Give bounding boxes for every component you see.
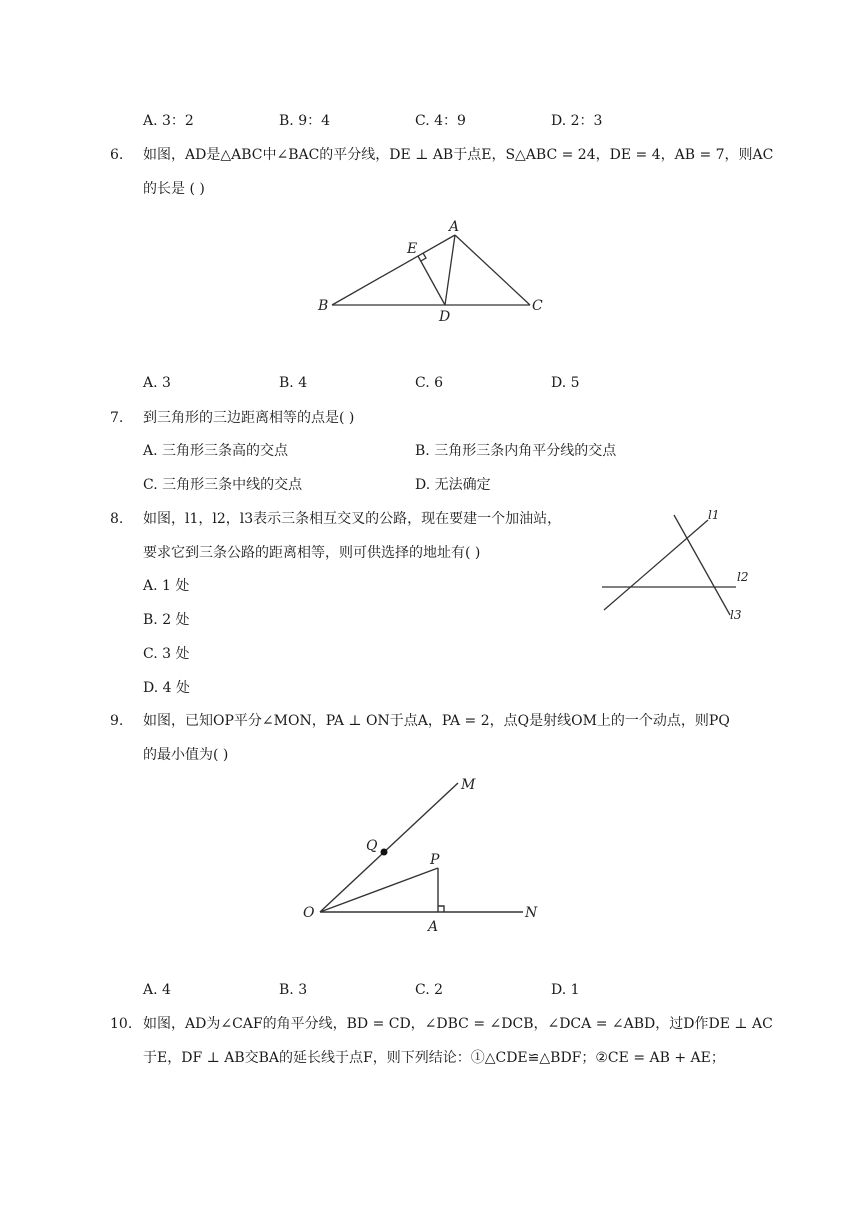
q6-triangle-figure — [310, 210, 550, 330]
q9-label-q: Q — [366, 838, 378, 854]
q7-option-d: D. 无法确定 — [415, 477, 491, 493]
q10-stem-line1: 如图，AD为∠CAF的角平分线，BD = CD，∠DBC = ∠DCB，∠DCA = ∠ABD，过D作DE ⊥ AC — [143, 1016, 773, 1032]
q8-option-b: B. 2 处 — [143, 612, 190, 628]
q9-option-d: D. 1 — [551, 982, 580, 998]
q5-option-d: D. 2：3 — [551, 113, 603, 129]
q7-option-c: C. 三角形三条中线的交点 — [143, 477, 303, 493]
q9-point-q — [381, 849, 388, 856]
q8-number: 8. — [110, 511, 124, 527]
q7-stem: 到三角形的三边距离相等的点是( ) — [143, 410, 355, 426]
q6-label-e: E — [407, 241, 418, 257]
q9-label-n: N — [525, 905, 538, 921]
q8-stem-line1: 如图，l1，l2，l3表示三条相互交叉的公路，现在要建一个加油站， — [143, 511, 562, 527]
q6-label-c: C — [532, 298, 543, 314]
q9-number: 9. — [110, 713, 124, 729]
q8-option-d: D. 4 处 — [143, 680, 190, 696]
q9-angle-figure — [295, 770, 555, 940]
q6-number: 6. — [110, 147, 124, 163]
q6-label-a: A — [449, 219, 460, 235]
q8-stem-line2: 要求它到三条公路的距离相等，则可供选择的地址有( ) — [143, 545, 481, 561]
q6-option-a: A. 3 — [143, 375, 171, 391]
q9-option-b: B. 3 — [279, 982, 308, 998]
q6-option-b: B. 4 — [279, 375, 308, 391]
q5-option-a: A. 3：2 — [143, 113, 194, 129]
q9-option-c: C. 2 — [415, 982, 444, 998]
q9-label-m: M — [461, 777, 476, 793]
q8-option-a: A. 1 处 — [143, 578, 190, 594]
q7-number: 7. — [110, 410, 124, 426]
q6-stem-line1: 如图，AD是△ABC中∠BAC的平分线，DE ⊥ AB于点E，S△ABC = 24，DE = 4，AB = 7，则AC — [143, 147, 774, 163]
q9-stem-line1: 如图，已知OP平分∠MON，PA ⊥ ON于点A，PA = 2，点Q是射线OM上的一个动点，则PQ — [143, 713, 730, 729]
q5-option-c: C. 4：9 — [415, 113, 466, 129]
q5-option-b: B. 9：4 — [279, 113, 331, 129]
q9-option-a: A. 4 — [143, 982, 171, 998]
q7-option-a: A. 三角形三条高的交点 — [143, 443, 289, 459]
q8-option-c: C. 3 处 — [143, 646, 190, 662]
q9-label-p: P — [430, 852, 440, 868]
q6-label-d: D — [439, 309, 451, 325]
q8-label-l3: l3 — [730, 608, 742, 622]
q6-option-d: D. 5 — [551, 375, 580, 391]
q8-roads-figure — [598, 505, 758, 630]
q8-label-l2: l2 — [737, 570, 749, 584]
q9-stem-line2: 的最小值为( ) — [143, 747, 229, 763]
q10-stem-line2: 于E，DF ⊥ AB交BA的延长线于点F，则下列结论：①△CDE≌△BDF；②CE = AB + AE； — [143, 1050, 725, 1066]
q6-stem-line2: 的长是 ( ) — [143, 181, 205, 197]
q6-option-c: C. 6 — [415, 375, 444, 391]
q6-label-b: B — [318, 298, 329, 314]
q9-label-o: O — [303, 905, 315, 921]
q10-number: 10. — [110, 1016, 133, 1032]
q7-option-b: B. 三角形三条内角平分线的交点 — [415, 443, 617, 459]
q8-label-l1: l1 — [708, 508, 720, 522]
q9-label-a: A — [428, 919, 439, 935]
